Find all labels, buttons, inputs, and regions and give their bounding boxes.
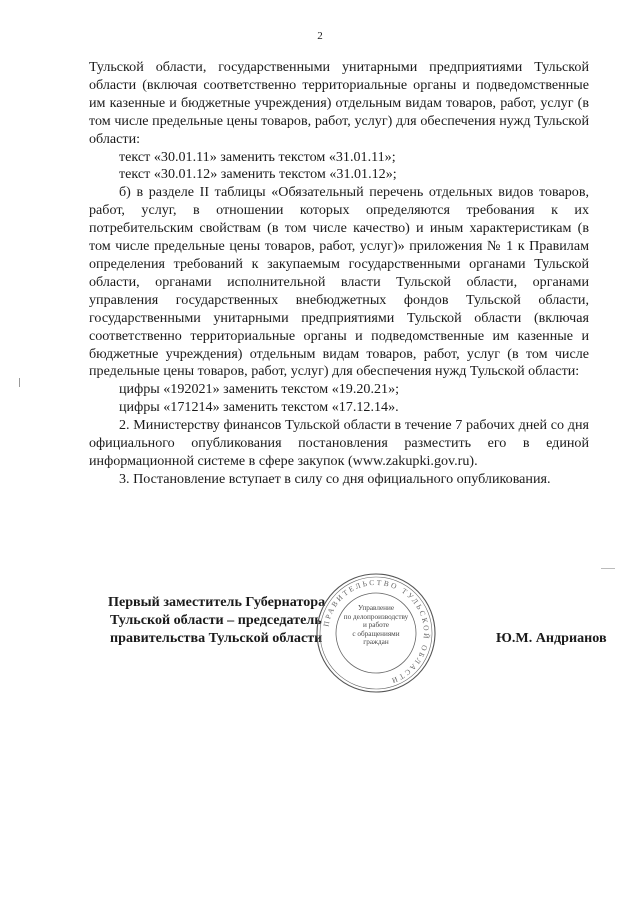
- scan-artifact: [19, 378, 20, 387]
- paragraph-continuation: Тульской области, государственными унитарными предприятиями Тульской области (включая соответственно территориальные органы и подведомственные им казенные и бюджетные учреждения) отдельным видам товаров, работ, услуг (в том числе предельные цены товаров, работ, услуг) для обеспечения нужд Тульской области:: [89, 59, 589, 147]
- paragraph-replacement-1: текст «30.01.11» заменить текстом «31.01.11»;: [119, 148, 396, 165]
- stamp-inner-text: [338, 604, 414, 647]
- signatory-title-line: Первый заместитель Губернатора: [108, 594, 326, 610]
- page-number: 2: [317, 30, 323, 42]
- scan-artifact: [601, 568, 615, 569]
- document-body: [89, 59, 589, 489]
- paragraph-item-3: 3. Постановление вступает в силу со дня официального опубликования.: [119, 470, 551, 487]
- paragraph-item-2: 2. Министерству финансов Тульской области в течение 7 рабочих дней со дня официального опубликования постановления разместить его в единой информационной системе в сфере закупок (www.zakupki.gov.ru).: [89, 417, 589, 469]
- signatory-name: Ю.М. Андрианов: [496, 630, 607, 646]
- stamp-line: граждан: [363, 638, 389, 647]
- stamp-line: и работе: [363, 621, 389, 630]
- paragraph-section-b: б) в разделе II таблицы «Обязательный перечень отдельных видов товаров, работ, услуг, в отношении которых определяются требования к их потребительским свойствам (в том числе качество) и иным характеристикам (в том числе предельные цены товаров, работ, услуг)» приложения № 1 к Правилам определения требований к закупаемым государственными органами Тульской области, органами исполнительной власти Тульской области, органами управления государственных внебюджетных фондов Тульской области, государственными унитарными предприятиями Тульской области (включая соответственно территориальные органы и подведомственные им казенные и бюджетные учреждения) отдельным видам товаров, работ, услуг (в том числе предельные цены товаров, работ, услуг) для обеспечения нужд Тульской области:: [89, 184, 589, 380]
- stamp-line: с обращениями: [352, 629, 400, 638]
- signatory-title: [108, 594, 325, 648]
- paragraph-replacement-2: текст «30.01.12» заменить текстом «31.01.12»;: [119, 166, 397, 183]
- stamp-line: Управление: [357, 604, 395, 612]
- signatory-title-line: правительства Тульской области: [110, 629, 323, 646]
- signatory-title-line: Тульской области – председатель: [110, 611, 322, 628]
- stamp-ring-text: ПРАВИТЕЛЬСТВО ТУЛЬСКОЙ ОБЛАСТИ: [321, 577, 432, 686]
- stamp-line: по делопроизводству: [343, 612, 409, 621]
- paragraph-replacement-3: цифры «192021» заменить текстом «19.20.21»;: [119, 381, 400, 398]
- paragraph-replacement-4: цифры «171214» заменить текстом «17.12.14».: [119, 399, 399, 416]
